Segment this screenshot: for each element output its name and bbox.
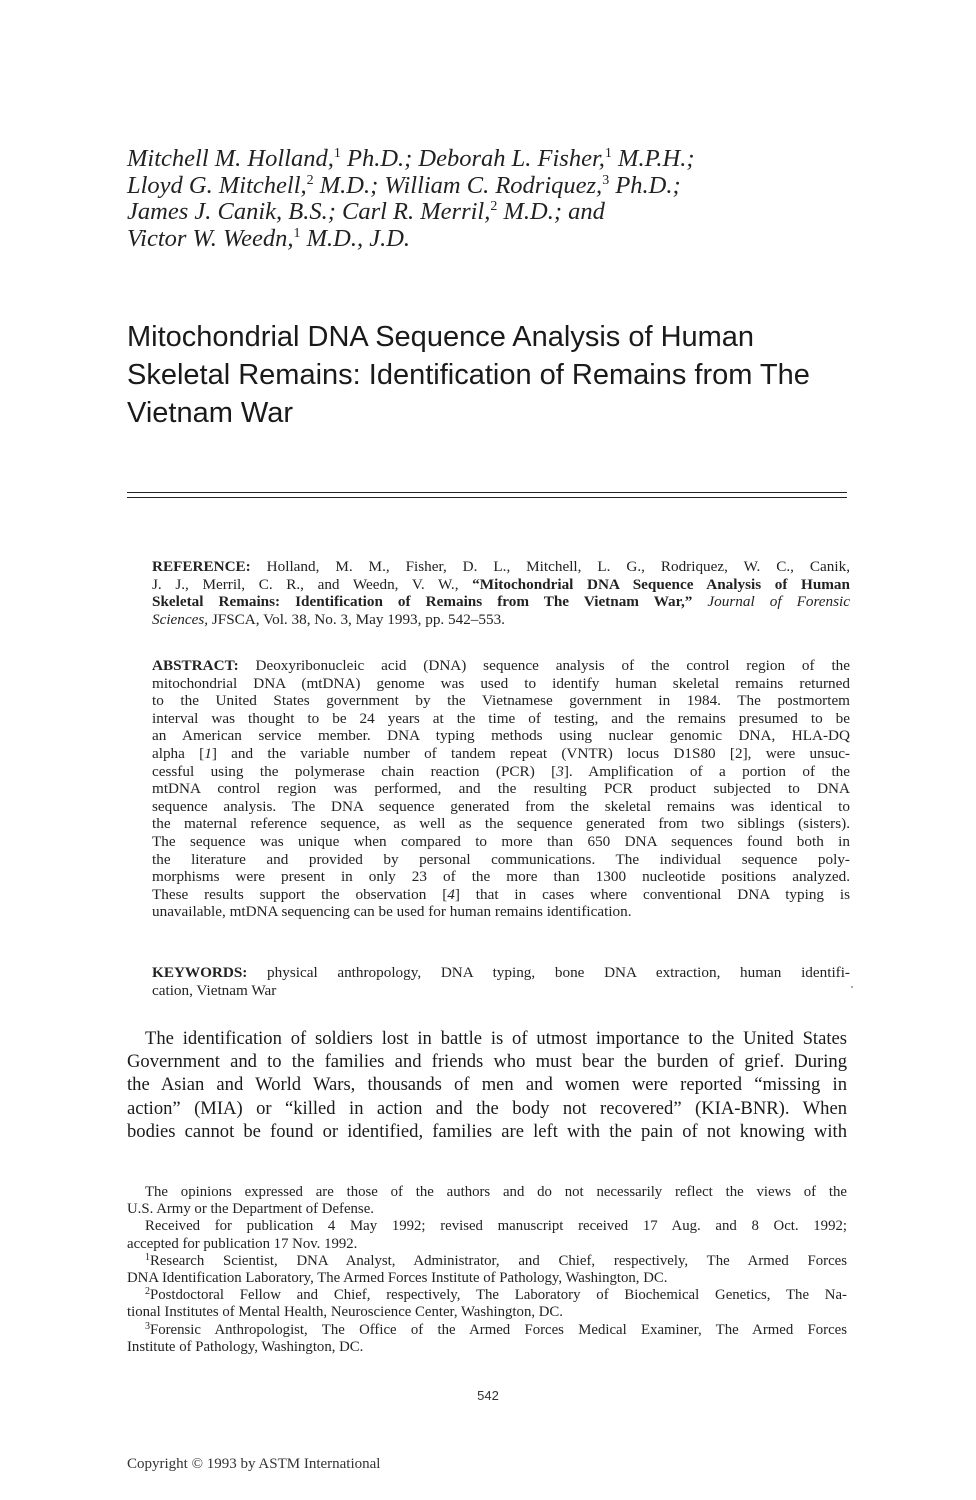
author-line-4: Victor W. Weedn,$^1$ M.D., J.D.: [127, 224, 411, 252]
footnote-received: Received for publication 4 May 1992; revised manuscript received 17 Aug. and 8 Oct. 1992;: [145, 1218, 847, 1235]
reference-block: REFERENCE: Holland, M. M., Fisher, D. L., Mitchell, L. G., Rodriquez, W. C., Canik, J. J., Merril, C. R., and Weedn, V. W., “Mitochondrial DNA Sequence Analysis of Human Skeletal Remains: Identification of Remains from The Vietnam War,” Journal of Forensic Sciences, JFSCA, Vol. 38, No. 3, May 1993, pp. 542–553.: [152, 558, 851, 628]
title-line: Vietnam War: [127, 397, 293, 429]
author-line-2: Lloyd G. Mitchell,$^2$ M.D.; William C. Rodriquez,$^3$ Ph.D.;: [127, 171, 681, 199]
footnote-3: $^3$Forensic Anthropologist, The Office of the Armed Forces Medical Examiner, The Armed Forces: [145, 1320, 847, 1338]
reference-label: REFERENCE:: [152, 558, 251, 575]
footnote-disclaimer: The opinions expressed are those of the authors and do not necessarily reflect the views of the: [145, 1184, 847, 1200]
title-rule-bottom: [127, 497, 847, 498]
copyright-notice: Copyright © 1993 by ASTM International: [127, 1456, 381, 1472]
keywords-label: KEYWORDS:: [152, 964, 248, 981]
footnotes: The opinions expressed are those of the authors and do not necessarily reflect the views of the U.S. Army or the Department of Defense. Received for publication 4 May 1992; revised manuscript received 17 Aug. and 8 Oct. 1992; accepted for publication 17 Nov. 1992. $^1$Research Scientist, DNA Analyst, Administrator, and Chief, respectively, The Armed Forces DNA Identification Laboratory, The Armed Forces Institute of Pathology, Washington, DC. $^2$Postdoctoral Fellow and Chief, respectively, The Laboratory of Biochemical Genetics, The Na- tional Institutes of Mental Health, Neuroscience Center, Washington, DC. $^3$Forensic Anthropologist, The Office of the Armed Forces Medical Examiner, The Armed Forces Institute of Pathology, Washington, DC.: [127, 1184, 847, 1355]
abstract-block: ABSTRACT: Deoxyribonucleic acid (DNA) sequence analysis of the control region of the mitochondrial DNA (mtDNA) genome was used to identify human skeletal remains returned to the United States government by the Vietnamese government in 1984. The postmortem interval was thought to be 24 years at the time of testing, and the remains presumed to be an American service member. DNA typing methods using nuclear genomic DNA, HLA-DQ alpha [1] and the variable number of tandem repeat (VNTR) locus D1S80 [2], were unsuc- cessful using the polymerase chain reaction (PCR) [3]. Amplification of a portion of the mtDNA control region was performed, and the resulting PCR product subjected to DNA sequence analysis. The DNA sequence generated from the skeletal remains was identical to the maternal reference sequence, as well as the sequence generated from two siblings (sisters). The sequence was unique when compared to more than 650 DNA sequences found both in the literature and provided by personal communications. The individual sequence poly- morphisms were present in only 23 of the more than 1300 nucleotide positions analyzed. These results support the observation [4] that in cases where conventional DNA typing is unavailable, mtDNA sequencing can be used for human remains identification.: [152, 657, 851, 921]
title-line: Skeletal Remains: Identification of Remains from The: [127, 359, 810, 391]
keywords-block: KEYWORDS: physical anthropology, DNA typing, bone DNA extraction, human identifi- cation, Vietnam War: [152, 964, 850, 999]
title-rule-top: [127, 492, 847, 493]
reference-article-title: “Mitochondrial DNA Sequence Analysis of Human: [472, 575, 850, 593]
body-paragraph: The identification of soldiers lost in battle is of utmost importance to the United States Government and to the families and friends who must bear the burden of grief. During the Asian and World Wars, thousands of men and women were reported “missing in action” (MIA) or “killed in action and the body not recovered” (KIA-BNR). When bodies cannot be found or identified, families are left with the pain of not knowing with: [127, 1028, 847, 1142]
abstract-label: ABSTRACT:: [152, 657, 239, 674]
footnote-1: $^1$Research Scientist, DNA Analyst, Administrator, and Chief, respectively, The Armed Forces: [145, 1251, 847, 1269]
author-list: [127, 146, 847, 252]
scan-speck: [851, 986, 853, 988]
title-line: Mitochondrial DNA Sequence Analysis of Human: [127, 321, 755, 353]
journal-name: Journal of Forensic: [692, 593, 851, 611]
author-line-3: James J. Canik, B.S.; Carl R. Merril,$^2$ M.D.; and: [127, 198, 605, 225]
author-line-1: Mitchell M. Holland,$^1$ Ph.D.; Deborah L. Fisher,$^1$ M.P.H.;: [127, 145, 695, 172]
page-number: 542: [477, 1388, 499, 1403]
article-title: [127, 318, 867, 432]
footnote-2: $^2$Postdoctoral Fellow and Chief, respectively, The Laboratory of Biochemical Genetics, The Na-: [145, 1286, 847, 1304]
